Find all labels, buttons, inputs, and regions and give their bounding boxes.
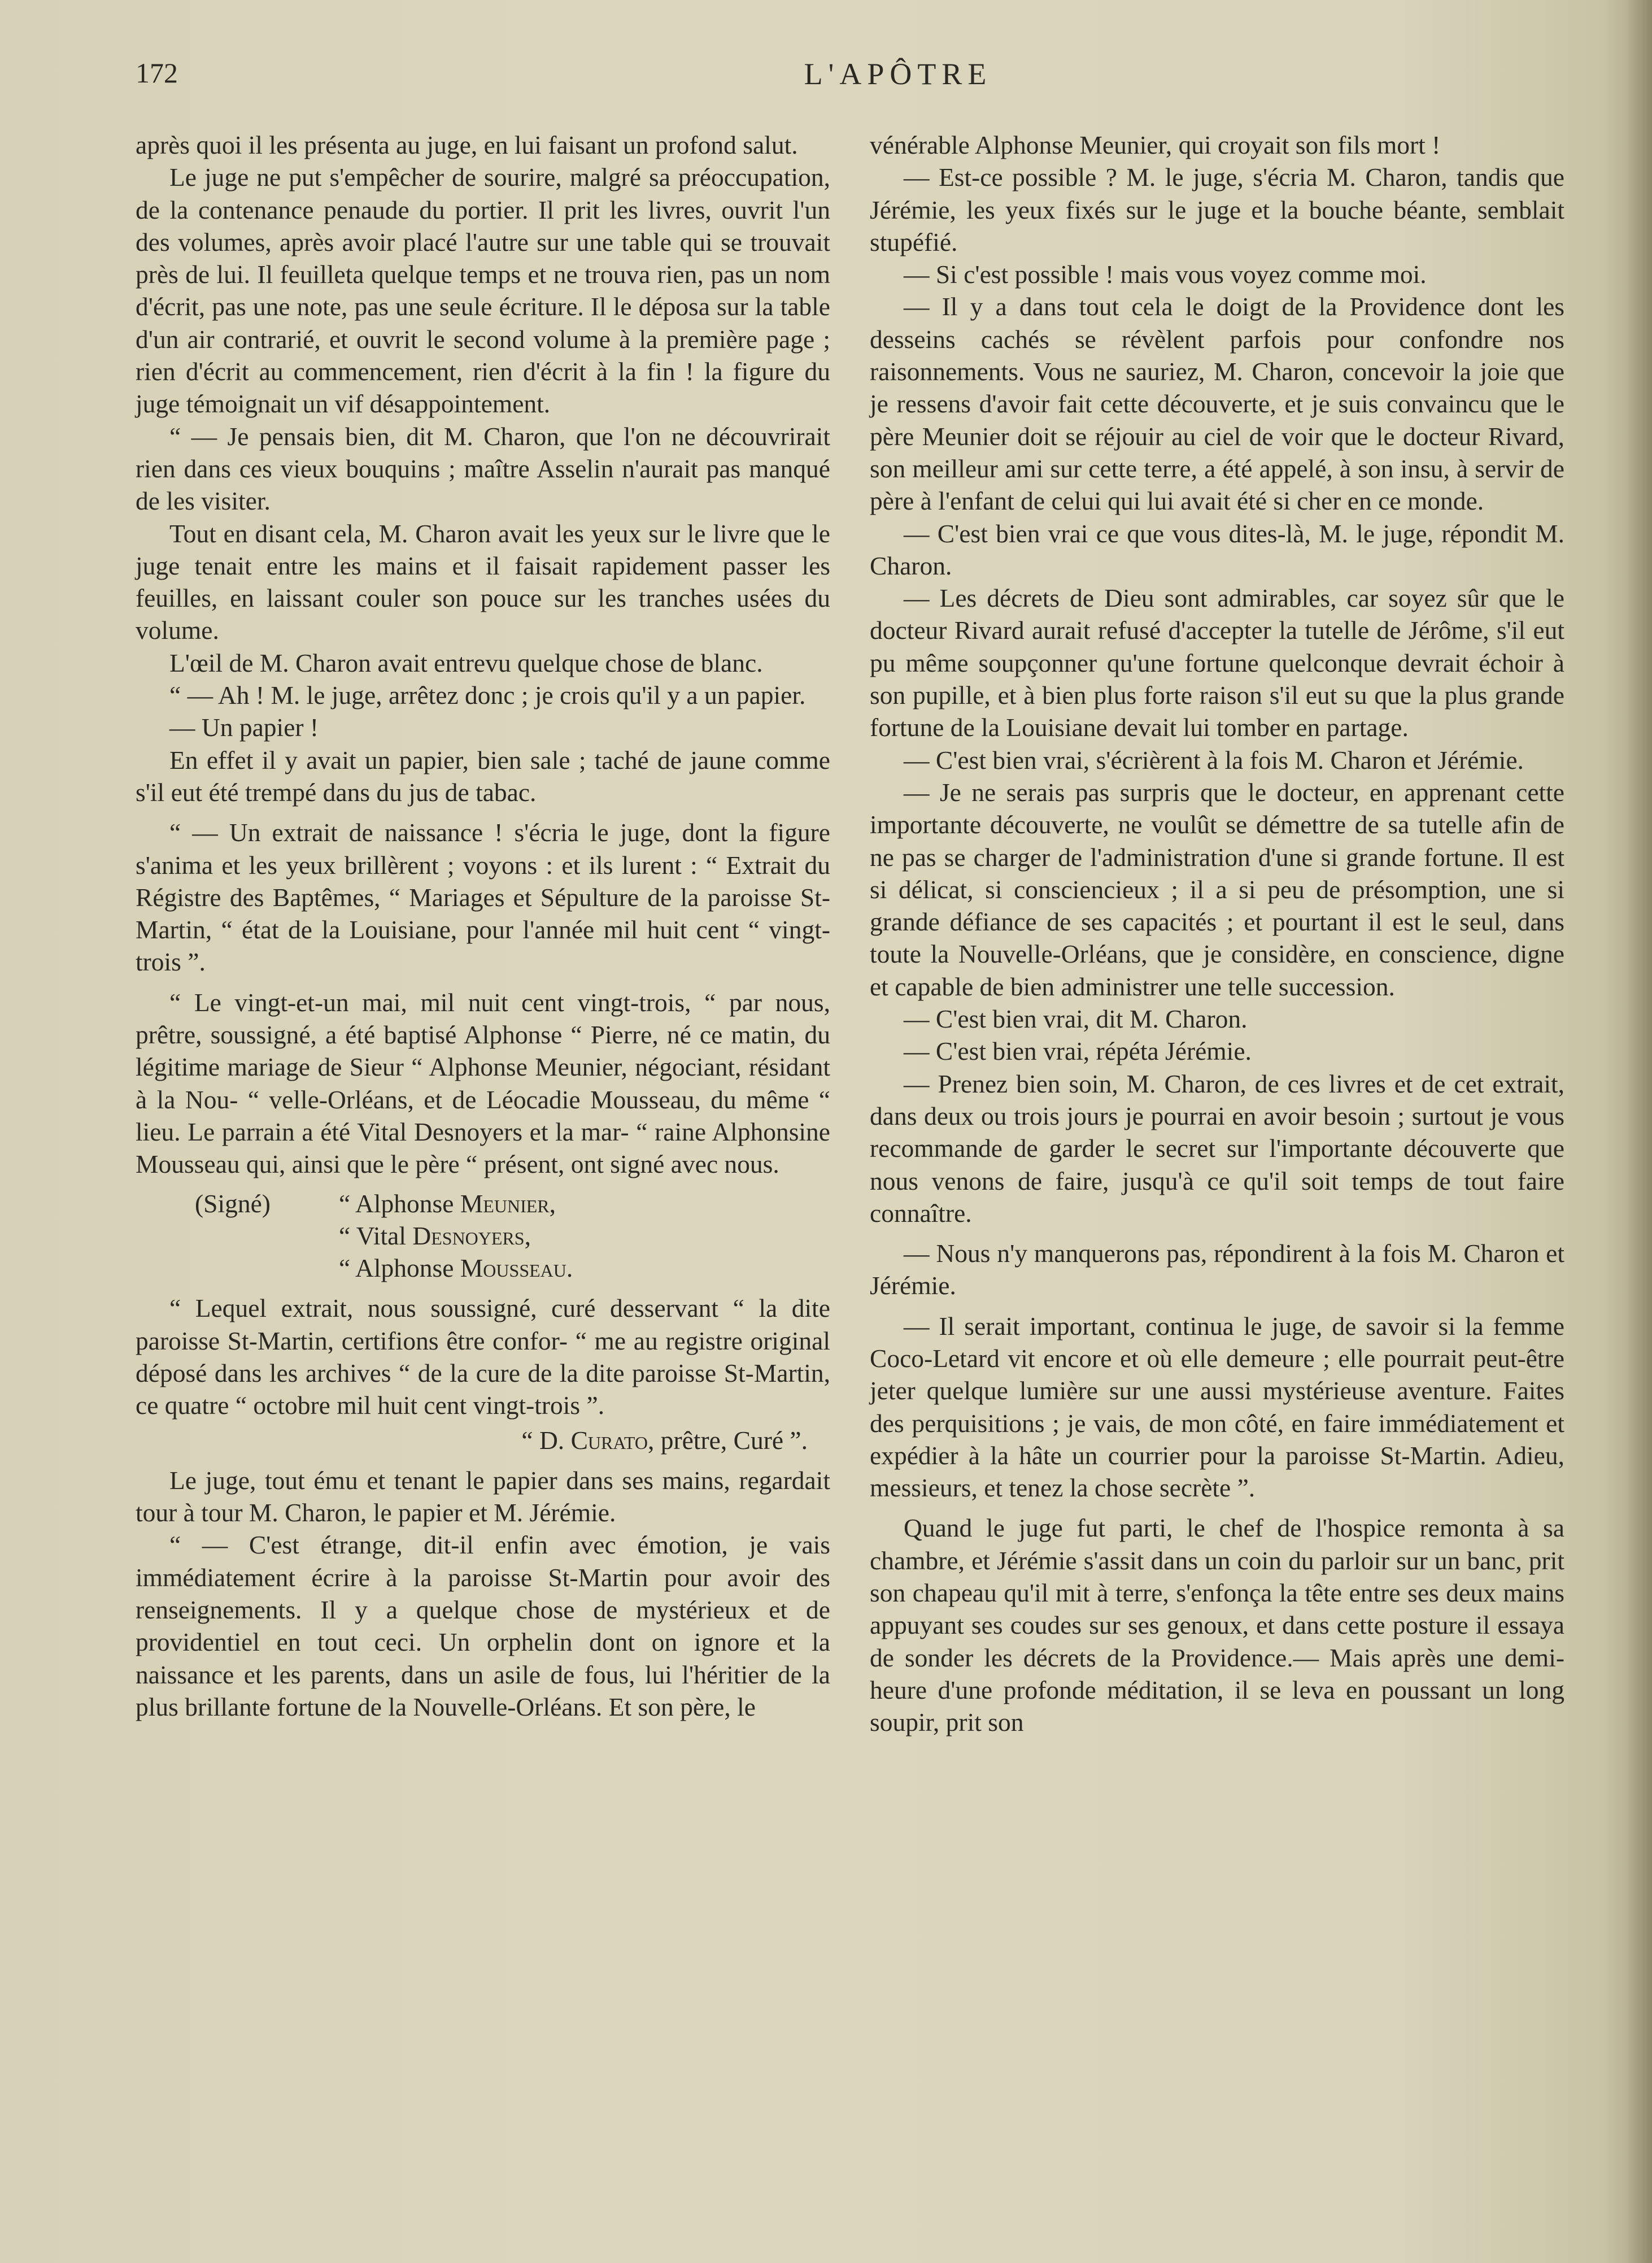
paragraph: — Si c'est possible ! mais vous voyez comme moi. bbox=[904, 260, 1427, 289]
signature-block bbox=[136, 1187, 830, 1285]
paragraph: — C'est bien vrai, dit M. Charon. bbox=[904, 1004, 1248, 1034]
paragraph: Le juge ne put s'empêcher de sourire, malgré sa préoccupation, de la contenance penaude du portier. Il prit les livres, ouvrit l'un des volumes, après avoir placé l'autre sur une table qui se trouvait près de lui. Il feuilleta quelque temps et ne trouva rien, pas un nom d'écrit, pas une note, pas une seule écriture. Il le déposa sur la table d'un air contrarié, et ouvrit le second volume à la première page ; rien d'écrit au commencement, rien d'écrit à la fin ! la figure du juge témoignait un vif désappointement. bbox=[136, 163, 830, 419]
signature-name: Desnoyers, bbox=[412, 1221, 531, 1250]
signature-line bbox=[339, 1220, 830, 1252]
paragraph: — Il y a dans tout cela le doigt de la Providence dont les desseins cachés se révèlent parfois pour confondre nos raisonnements. Vous ne sauriez, M. Charon, concevoir la joie que je ressens d'avoir fait cette découverte, et je suis convaincu que le père Meunier doit se réjouir au ciel de voir que le docteur Rivard, son meilleur ami sur cette terre, a été appelé, à son insu, à servir de père à l'enfant de celui qui lui avait été si cher en ce monde. bbox=[870, 292, 1564, 516]
curate-name: Curato, bbox=[570, 1425, 655, 1455]
paragraph: — Les décrets de Dieu sont admirables, car soyez sûr que le docteur Rivard aurait refusé d'accepter la tutelle de Jérôme, s'il eut pu même soupçonner qu'une fortune quelconque devrait échoir à son pupille, et à bien plus forte raison s'il eut su que la plus grande fortune de la Louisiane devait lui tomber en partage. bbox=[870, 584, 1564, 742]
paragraph: L'œil de M. Charon avait entrevu quelque chose de blanc. bbox=[169, 648, 763, 677]
running-title: L'APÔTRE bbox=[804, 57, 992, 91]
paragraph: “ — Un extrait de naissance ! s'écria le juge, dont la figure s'anima et les yeux brillèrent ; voyons : et ils lurent : “ Extrait du Régistre des Baptêmes, “ Mariages et Sépulture de la paroisse St-Martin, “ état de la Louisiane, pour l'année mil huit cent “ vingt-trois ”. bbox=[136, 818, 830, 977]
paragraph: “ — Ah ! M. le juge, arrêtez donc ; je crois qu'il y a un papier. bbox=[169, 681, 806, 710]
signature-line bbox=[339, 1252, 830, 1284]
paragraph: après quoi il les présenta au juge, en lui faisant un profond salut. bbox=[136, 130, 798, 159]
left-column bbox=[136, 129, 830, 1723]
signature-prefix: “ Alphonse bbox=[339, 1189, 460, 1218]
paragraph: — C'est bien vrai, s'écrièrent à la fois M. Charon et Jérémie. bbox=[904, 745, 1524, 774]
paragraph: vénérable Alphonse Meunier, qui croyait son fils mort ! bbox=[870, 130, 1441, 159]
paragraph: “ — C'est étrange, dit-il enfin avec émotion, je vais immédiatement écrire à la paroisse St-Martin pour avoir des renseignements. Il y a quelque chose de mystérieux et de providentiel en tout ceci. Un orphelin dont on ignore et la naissance et les parents, dans un asile de fous, lui l'héritier de la plus brillante fortune de la Nouvelle-Orléans. Et son père, le bbox=[136, 1530, 830, 1721]
paragraph: En effet il y avait un papier, bien sale ; taché de jaune comme s'il eut été trempé dans du jus de tabac. bbox=[136, 745, 830, 807]
paragraph: — Un papier ! bbox=[169, 713, 319, 742]
page-number: 172 bbox=[136, 57, 178, 89]
signature-line bbox=[339, 1187, 830, 1220]
signature-label: (Signé) bbox=[195, 1189, 271, 1218]
right-column bbox=[870, 129, 1564, 1739]
paragraph: Le juge, tout ému et tenant le papier dans ses mains, regardait tour à tour M. Charon, le papier et M. Jérémie. bbox=[136, 1465, 830, 1527]
paragraph: — C'est bien vrai, répéta Jérémie. bbox=[904, 1037, 1252, 1066]
paragraph: “ — Je pensais bien, dit M. Charon, que l'on ne découvrirait rien dans ces vieux bouquins ; maître Asselin n'aurait pas manqué de les visiter. bbox=[136, 421, 830, 516]
page-edge-shadow bbox=[1627, 0, 1652, 2263]
paragraph: “ Le vingt-et-un mai, mil nuit cent vingt-trois, “ par nous, prêtre, soussigné, a été baptisé Alphonse “ Pierre, né ce matin, du légitime mariage de Sieur “ Alphonse Meunier, négociant, résidant à la Nou- “ velle-Orléans, et de Léocadie Mousseau, du même “ lieu. Le parrain a été Vital Desnoyers et la mar- “ raine Alphonsine Mousseau qui, ainsi que le père “ présent, ont signé avec nous. bbox=[136, 987, 830, 1179]
curate-signature bbox=[136, 1424, 830, 1456]
page-header bbox=[136, 56, 1559, 102]
paragraph: — Je ne serais pas surpris que le docteur, en apprenant cette importante découverte, ne voulût se démettre de sa tutelle afin de ne pas se charger de l'administration d'une si grande fortune. Il est si délicat, si consciencieux ; il a si peu de présomption, une si grande défiance de ses capacités ; et pourtant il est le seul, dans toute la Nouvelle-Orléans, que je considère, en conscience, digne et capable de bien administrer une telle succession. bbox=[870, 777, 1564, 1001]
paragraph: — Nous n'y manquerons pas, répondirent à la fois M. Charon et Jérémie. bbox=[870, 1239, 1564, 1300]
curate-prefix: “ D. bbox=[521, 1425, 571, 1455]
paragraph: — C'est bien vrai ce que vous dites-là, M. le juge, répondit M. Charon. bbox=[870, 519, 1564, 580]
paragraph: Quand le juge fut parti, le chef de l'hospice remonta à sa chambre, et Jérémie s'assit dans un coin du parloir sur un banc, prit son chapeau qu'il mit à terre, s'enfonça la tête entre ses deux mains appuyant ses coudes sur ses genoux, et dans cette posture il essaya de sonder les décrets de la Providence.— Mais après une demi-heure d'une profonde méditation, il se leva en poussant un long soupir, prit son bbox=[870, 1513, 1564, 1737]
signature-name: Mousseau. bbox=[460, 1254, 573, 1283]
paragraph: Tout en disant cela, M. Charon avait les yeux sur le livre que le juge tenait entre les mains et il faisait rapidement passer les feuilles, en laissant couler son pouce sur les tranches usées du volume. bbox=[136, 519, 830, 645]
signature-prefix: “ Vital bbox=[339, 1221, 413, 1250]
paragraph: — Est-ce possible ? M. le juge, s'écria M. Charon, tandis que Jérémie, les yeux fixés sur le juge et la bouche béante, semblait stupéfié. bbox=[870, 163, 1564, 256]
signature-name: Meunier, bbox=[460, 1189, 556, 1218]
signature-prefix: “ Alphonse bbox=[339, 1254, 460, 1283]
paragraph: “ Lequel extrait, nous soussigné, curé desservant “ la dite paroisse St-Martin, certifions être confor- “ me au registre original déposé dans les archives “ de la cure de la dite paroisse St-Martin, ce quatre “ octobre mil huit cent vingt-trois ”. bbox=[136, 1294, 830, 1420]
paragraph: — Il serait important, continua le juge, de savoir si la femme Coco-Letard vit encore et où elle demeure ; elle pourrait peut-être jeter quelque lumière sur une aussi mystérieuse aventure. Faites des perquisitions ; je vais, de mon côté, en faire immédiatement et expédier à la hâte un courrier pour la paroisse St-Martin. Adieu, messieurs, et tenez la chose secrète ”. bbox=[870, 1311, 1564, 1503]
curate-title: prêtre, Curé ”. bbox=[654, 1425, 808, 1455]
paragraph: — Prenez bien soin, M. Charon, de ces livres et de cet extrait, dans deux ou trois jours je pourrai en avoir besoin ; surtout je vous recommande de garder le secret sur l'importante découverte que nous venons de faire, jusqu'à ce qu'il soit temps de tout faire connaître. bbox=[870, 1069, 1564, 1228]
signature-names bbox=[339, 1187, 830, 1285]
